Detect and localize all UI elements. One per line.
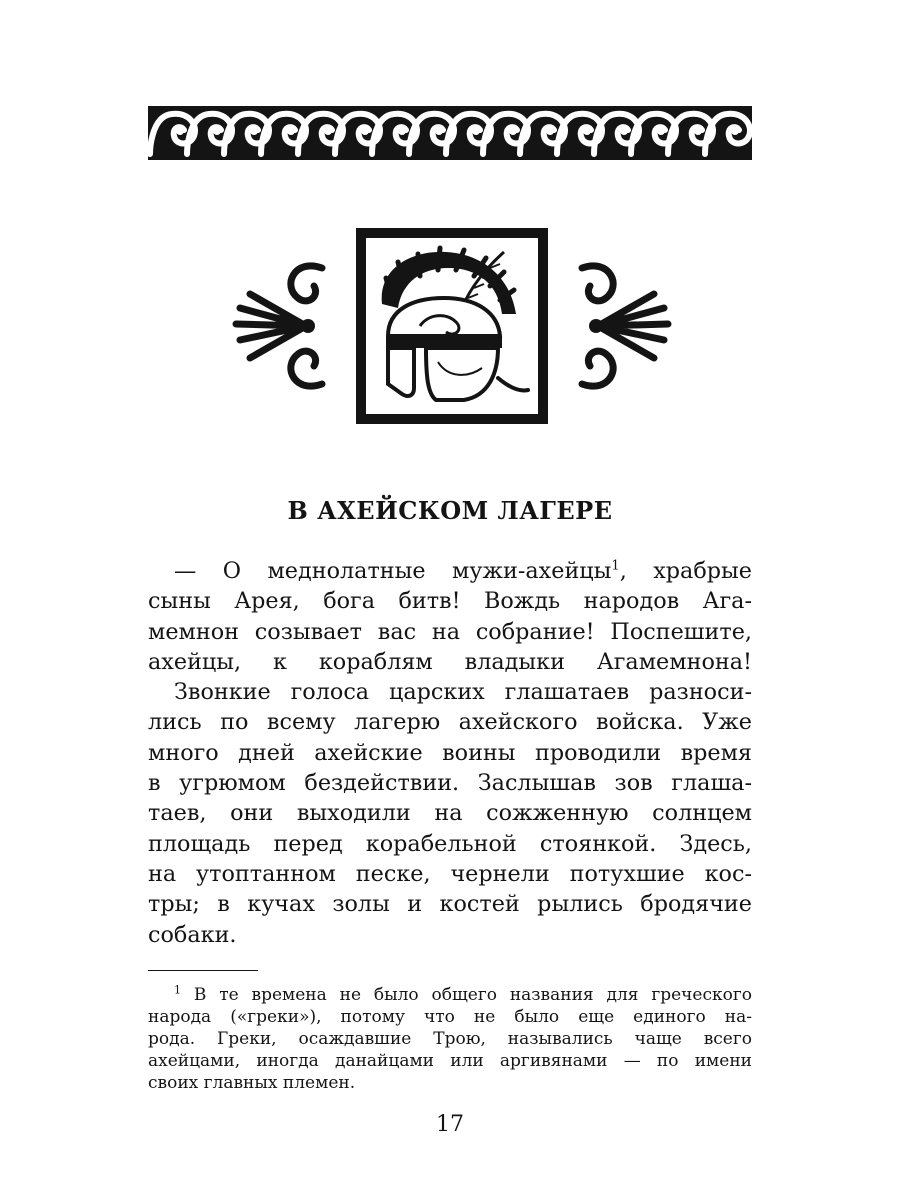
footnote-line: своих главных племен. [148, 1073, 356, 1093]
footnote-line: народа («греки»), потому что не было еще единого на- [148, 1007, 752, 1027]
text-line: в угрюмом бездействии. Заслышав зов глаша- [148, 770, 752, 797]
chapter-vignette [232, 228, 672, 424]
text-line: лись по всему лагерю ахейского войска. Уже [148, 709, 752, 736]
text-line: тры; в кучах золы и костей рылись бродячие [148, 891, 752, 918]
wave-scroll-border [148, 106, 752, 160]
text-line: таев, они выходили на сожженную солнцем [148, 800, 752, 827]
footnote-ref[interactable]: 1 [611, 558, 620, 574]
text-line: на утоптанном песке, чернели потухшие кос- [148, 860, 752, 887]
right-palmette-icon [582, 266, 668, 386]
text-line: собаки. [148, 921, 237, 948]
text-line: площадь перед корабельной стоянкой. Здесь, [148, 830, 752, 857]
footnote-line: $^1$ В те времена не было общего названия для греческого [174, 983, 752, 1005]
chapter-body [148, 556, 752, 950]
text-line: сыны Арея, бога битв! Вождь народов Ага- [148, 588, 752, 615]
footnote-marker: 1 [174, 983, 181, 997]
chapter-title: В АХЕЙСКОМ ЛАГЕРЕ [287, 496, 613, 525]
left-palmette-icon [236, 266, 322, 386]
text-line: — О меднолатные мужи-ахейцы$^1$, храбрые [174, 558, 752, 584]
page-number: 17 [436, 1112, 464, 1137]
helmet-icon [356, 228, 548, 424]
text-line: мемнон созывает вас на собрание! Поспешите, [148, 618, 752, 645]
footnote [148, 984, 752, 1094]
text-line: много дней ахейские воины проводили время [148, 739, 752, 766]
footnote-line: ахейцами, иногда данайцами или аргивянами — по имени [148, 1051, 752, 1071]
footnote-line: рода. Греки, осаждавшие Трою, назывались чаще всего [148, 1029, 752, 1049]
text-line: Звонкие голоса царских глашатаев разноси- [174, 679, 752, 706]
text-line: ахейцы, к кораблям владыки Агамемнона! [148, 648, 752, 675]
footnote-divider [148, 970, 258, 971]
